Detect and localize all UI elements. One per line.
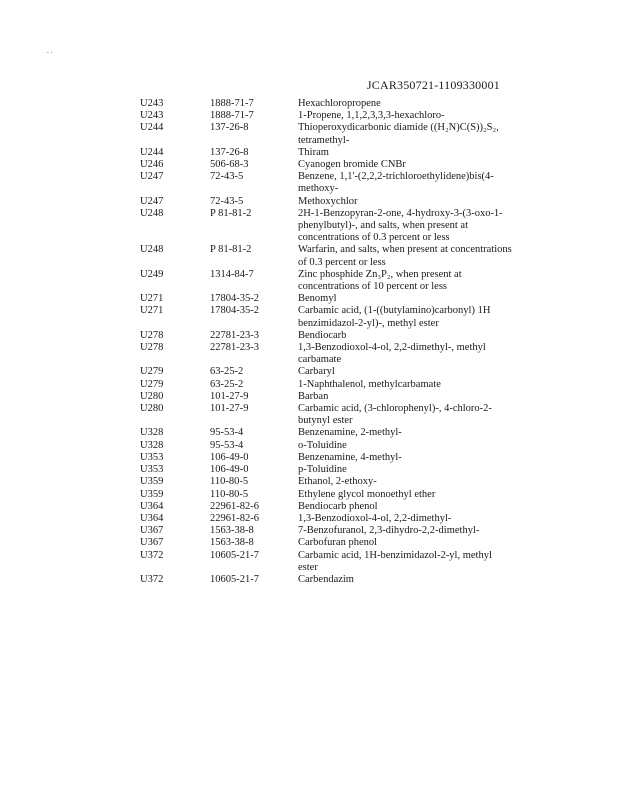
substance-name: 1-Propene, 1,1,2,3,3,3-hexachloro- bbox=[298, 110, 445, 122]
substance-name: Benomyl bbox=[298, 293, 337, 305]
waste-code: U372 bbox=[140, 573, 164, 585]
substance-name: Carbamic acid, (1-((butylamino)carbonyl) 1H benzimidazol-2-yl)-, methyl ester bbox=[298, 305, 491, 329]
substance-name: Methoxychlor bbox=[298, 195, 358, 207]
table-row bbox=[140, 269, 520, 293]
cas-number: 137-26-8 bbox=[210, 122, 249, 134]
substance-name: Warfarin, and salts, when present at concentrations of 0.3 percent or less bbox=[298, 244, 512, 268]
waste-code: U271 bbox=[140, 305, 164, 317]
substance-name: Ethanol, 2-ethoxy- bbox=[298, 476, 377, 488]
substance-name: Carbaryl bbox=[298, 366, 335, 378]
table-row bbox=[140, 293, 520, 305]
substance-name: Thioperoxydicarbonic diamide ((H₂N)C(S))₂S₂, tetramethyl- bbox=[298, 122, 499, 146]
substance-name: 1,3-Benzodioxol-4-ol, 2,2-dimethyl- bbox=[298, 512, 452, 524]
table-row bbox=[140, 196, 520, 208]
waste-code: U249 bbox=[140, 268, 164, 280]
waste-code: U278 bbox=[140, 329, 164, 341]
table-row bbox=[140, 574, 520, 586]
table-row bbox=[140, 208, 520, 245]
table-row bbox=[140, 513, 520, 525]
table-row bbox=[140, 366, 520, 378]
table-row bbox=[140, 391, 520, 403]
table-row bbox=[140, 489, 520, 501]
waste-code-table bbox=[140, 98, 520, 586]
cas-number: 72-43-5 bbox=[210, 195, 244, 207]
table-row bbox=[140, 305, 520, 329]
substance-name: Thiram bbox=[298, 146, 329, 158]
substance-name: Bendiocarb bbox=[298, 329, 347, 341]
cas-number: 22961-82-6 bbox=[210, 500, 259, 512]
waste-code: U353 bbox=[140, 451, 164, 463]
table-row bbox=[140, 330, 520, 342]
waste-code: U280 bbox=[140, 390, 164, 402]
cas-number: P 81-81-2 bbox=[210, 207, 252, 219]
cas-number: 137-26-8 bbox=[210, 146, 249, 158]
substance-name: 7-Benzofuranol, 2,3-dihydro-2,2-dimethyl- bbox=[298, 525, 480, 537]
table-row bbox=[140, 452, 520, 464]
table-row bbox=[140, 501, 520, 513]
cas-number: 22781-23-3 bbox=[210, 342, 259, 354]
waste-code: U367 bbox=[140, 525, 164, 537]
waste-code: U248 bbox=[140, 207, 164, 219]
substance-name: Benzenamine, 4-methyl- bbox=[298, 451, 402, 463]
cas-number: 10605-21-7 bbox=[210, 549, 259, 561]
scan-specks: . . bbox=[47, 47, 53, 55]
cas-number: 10605-21-7 bbox=[210, 573, 259, 585]
waste-code: U278 bbox=[140, 342, 164, 354]
waste-code: U328 bbox=[140, 439, 164, 451]
cas-number: 95-53-4 bbox=[210, 427, 244, 439]
table-row bbox=[140, 244, 520, 268]
substance-name: Hexachloropropene bbox=[298, 98, 381, 109]
substance-name: Zinc phosphide Zn₃P₂, when present at concentrations of 10 percent or less bbox=[298, 268, 462, 293]
table-row bbox=[140, 122, 520, 146]
waste-code: U243 bbox=[140, 98, 164, 109]
substance-name: Benzene, 1,1'-(2,2,2-trichloroethylidene)bis(4-methoxy- bbox=[298, 171, 494, 195]
substance-name: 1,3-Benzodioxol-4-ol, 2,2-dimethyl-, methyl carbamate bbox=[298, 342, 486, 366]
substance-name: Benzenamine, 2-methyl- bbox=[298, 427, 402, 439]
cas-number: P 81-81-2 bbox=[210, 244, 252, 256]
waste-code: U280 bbox=[140, 403, 164, 415]
table-row bbox=[140, 342, 520, 366]
waste-code: U359 bbox=[140, 488, 164, 500]
cas-number: 1563-38-8 bbox=[210, 525, 254, 537]
table-row bbox=[140, 476, 520, 488]
cas-number: 101-27-9 bbox=[210, 390, 249, 402]
waste-code: U248 bbox=[140, 244, 164, 256]
substance-name: 1-Naphthalenol, methylcarbamate bbox=[298, 378, 441, 390]
waste-code: U244 bbox=[140, 122, 164, 134]
document-id: JCAR350721-1109330001 bbox=[366, 78, 500, 92]
table-row bbox=[140, 427, 520, 439]
waste-code: U244 bbox=[140, 146, 164, 158]
substance-name: Carbamic acid, (3-chlorophenyl)-, 4-chloro-2-butynyl ester bbox=[298, 403, 492, 427]
substance-name: Carbamic acid, 1H-benzimidazol-2-yl, methyl ester bbox=[298, 549, 492, 573]
table-row bbox=[140, 403, 520, 427]
cas-number: 1314-84-7 bbox=[210, 268, 254, 280]
cas-number: 101-27-9 bbox=[210, 403, 249, 415]
table-row bbox=[140, 171, 520, 195]
substance-name: Barban bbox=[298, 390, 329, 402]
table-row bbox=[140, 159, 520, 171]
cas-number: 72-43-5 bbox=[210, 171, 244, 183]
waste-code: U271 bbox=[140, 293, 164, 305]
table-row bbox=[140, 110, 520, 122]
substance-name: Carbofuran phenol bbox=[298, 537, 378, 549]
substance-name: o-Toluidine bbox=[298, 439, 347, 451]
cas-number: 95-53-4 bbox=[210, 439, 244, 451]
table-row bbox=[140, 537, 520, 549]
cas-number: 1563-38-8 bbox=[210, 537, 254, 549]
substance-name: Bendiocarb phenol bbox=[298, 500, 378, 512]
cas-number: 110-80-5 bbox=[210, 488, 249, 500]
cas-number: 22961-82-6 bbox=[210, 512, 259, 524]
waste-code: U372 bbox=[140, 549, 164, 561]
cas-number: 106-49-0 bbox=[210, 451, 249, 463]
waste-code: U367 bbox=[140, 537, 164, 549]
cas-number: 110-80-5 bbox=[210, 476, 249, 488]
table-row bbox=[140, 440, 520, 452]
waste-code: U328 bbox=[140, 427, 164, 439]
waste-code: U359 bbox=[140, 476, 164, 488]
waste-code: U353 bbox=[140, 464, 164, 476]
cas-number: 17804-35-2 bbox=[210, 293, 259, 305]
cas-number: 106-49-0 bbox=[210, 464, 249, 476]
cas-number: 17804-35-2 bbox=[210, 305, 259, 317]
waste-code: U364 bbox=[140, 500, 164, 512]
substance-name: Carbendazim bbox=[298, 573, 354, 585]
substance-name: p-Toluidine bbox=[298, 464, 347, 476]
table-row bbox=[140, 464, 520, 476]
waste-code: U279 bbox=[140, 378, 164, 390]
substance-name: 2H-1-Benzopyran-2-one, 4-hydroxy-3-(3-oxo-1-phenylbutyl)-, and salts, when present at concentrations of 0.3 percent or less bbox=[298, 207, 503, 244]
table-row bbox=[140, 379, 520, 391]
table-row bbox=[140, 147, 520, 159]
waste-code: U247 bbox=[140, 171, 164, 183]
waste-code: U247 bbox=[140, 195, 164, 207]
cas-number: 63-25-2 bbox=[210, 366, 244, 378]
waste-code: U243 bbox=[140, 110, 164, 122]
cas-number: 1888-71-7 bbox=[210, 98, 254, 109]
substance-name: Cyanogen bromide CNBr bbox=[298, 159, 406, 171]
cas-number: 506-68-3 bbox=[210, 159, 249, 171]
cas-number: 63-25-2 bbox=[210, 378, 244, 390]
waste-code: U246 bbox=[140, 159, 164, 171]
cas-number: 1888-71-7 bbox=[210, 110, 254, 122]
cas-number: 22781-23-3 bbox=[210, 329, 259, 341]
table-row bbox=[140, 525, 520, 537]
table-row bbox=[140, 98, 520, 110]
waste-code: U279 bbox=[140, 366, 164, 378]
substance-name: Ethylene glycol monoethyl ether bbox=[298, 488, 436, 500]
table-row bbox=[140, 550, 520, 574]
waste-code: U364 bbox=[140, 512, 164, 524]
